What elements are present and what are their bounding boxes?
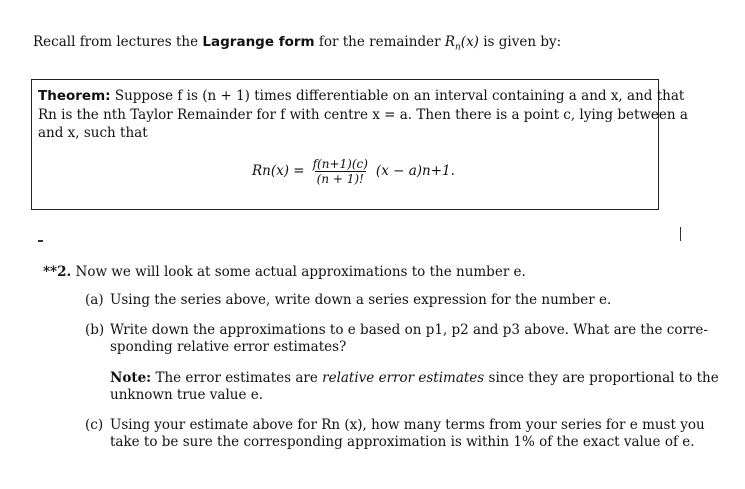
theorem-line1-text: Suppose f is (n + 1) times differentiable on an interval containing a and x, and that [114, 88, 685, 104]
note-line-1 [110, 370, 719, 386]
intro-sub: n [455, 42, 461, 53]
formula-rhs: (x − a)n+1. [375, 163, 455, 179]
intro-line [33, 34, 561, 53]
dash-mark [38, 240, 43, 242]
theorem-line-2: Rn is the nth Taylor Remainder for f with centre x = a. Then there is a point c, lying between a [38, 107, 688, 123]
note-line-2: unknown true value e. [110, 387, 264, 403]
note-italic: relative error estimates [322, 370, 485, 386]
part-b-label: (b) [85, 322, 105, 338]
theorem-line-1 [38, 88, 684, 104]
note-pre: The error estimates are [151, 370, 323, 386]
note-label: Note: [110, 370, 152, 386]
formula-numerator: f(n+1)(c) [312, 156, 368, 171]
theorem-line-3: and x, such that [38, 125, 148, 141]
part-c-line-2: take to be sure the corresponding approximation is within 1% of the exact value of e. [110, 434, 695, 450]
question-heading [43, 264, 526, 280]
part-a [85, 292, 611, 308]
part-a-text: Using the series above, write down a series expression for the number e. [110, 292, 612, 308]
part-c-label: (c) [85, 417, 104, 433]
intro-bold: Lagrange form [202, 34, 315, 50]
formula-denominator: (n + 1)! [316, 171, 364, 186]
formula-fraction [311, 157, 370, 186]
question-text: Now we will look at some actual approximations to the number e. [75, 264, 526, 280]
intro-arg: (x) [460, 34, 479, 50]
question-number: **2. [43, 264, 72, 280]
intro-mid: for the remainder [314, 34, 445, 50]
note-post: since they are proportional to the [484, 370, 719, 386]
intro-symbol: R [444, 34, 455, 50]
intro-pre: Recall from lectures the [33, 34, 203, 50]
part-c-line-1 [85, 417, 705, 433]
intro-post: is given by: [478, 34, 562, 50]
formula-lhs: Rn(x) = [252, 163, 305, 179]
text-cursor [680, 227, 681, 241]
part-b-line-1 [85, 322, 708, 338]
lagrange-formula [252, 151, 455, 191]
theorem-box [31, 79, 688, 210]
part-a-label: (a) [85, 292, 104, 308]
part-b-line-2: sponding relative error estimates? [110, 339, 347, 355]
part-b-text-1: Write down the approximations to e based on p1, p2 and p3 above. What are the corre- [110, 322, 708, 338]
theorem-heading: Theorem: [38, 88, 111, 104]
part-c-text-1: Using your estimate above for Rn (x), how many terms from your series for e must you [110, 417, 705, 433]
